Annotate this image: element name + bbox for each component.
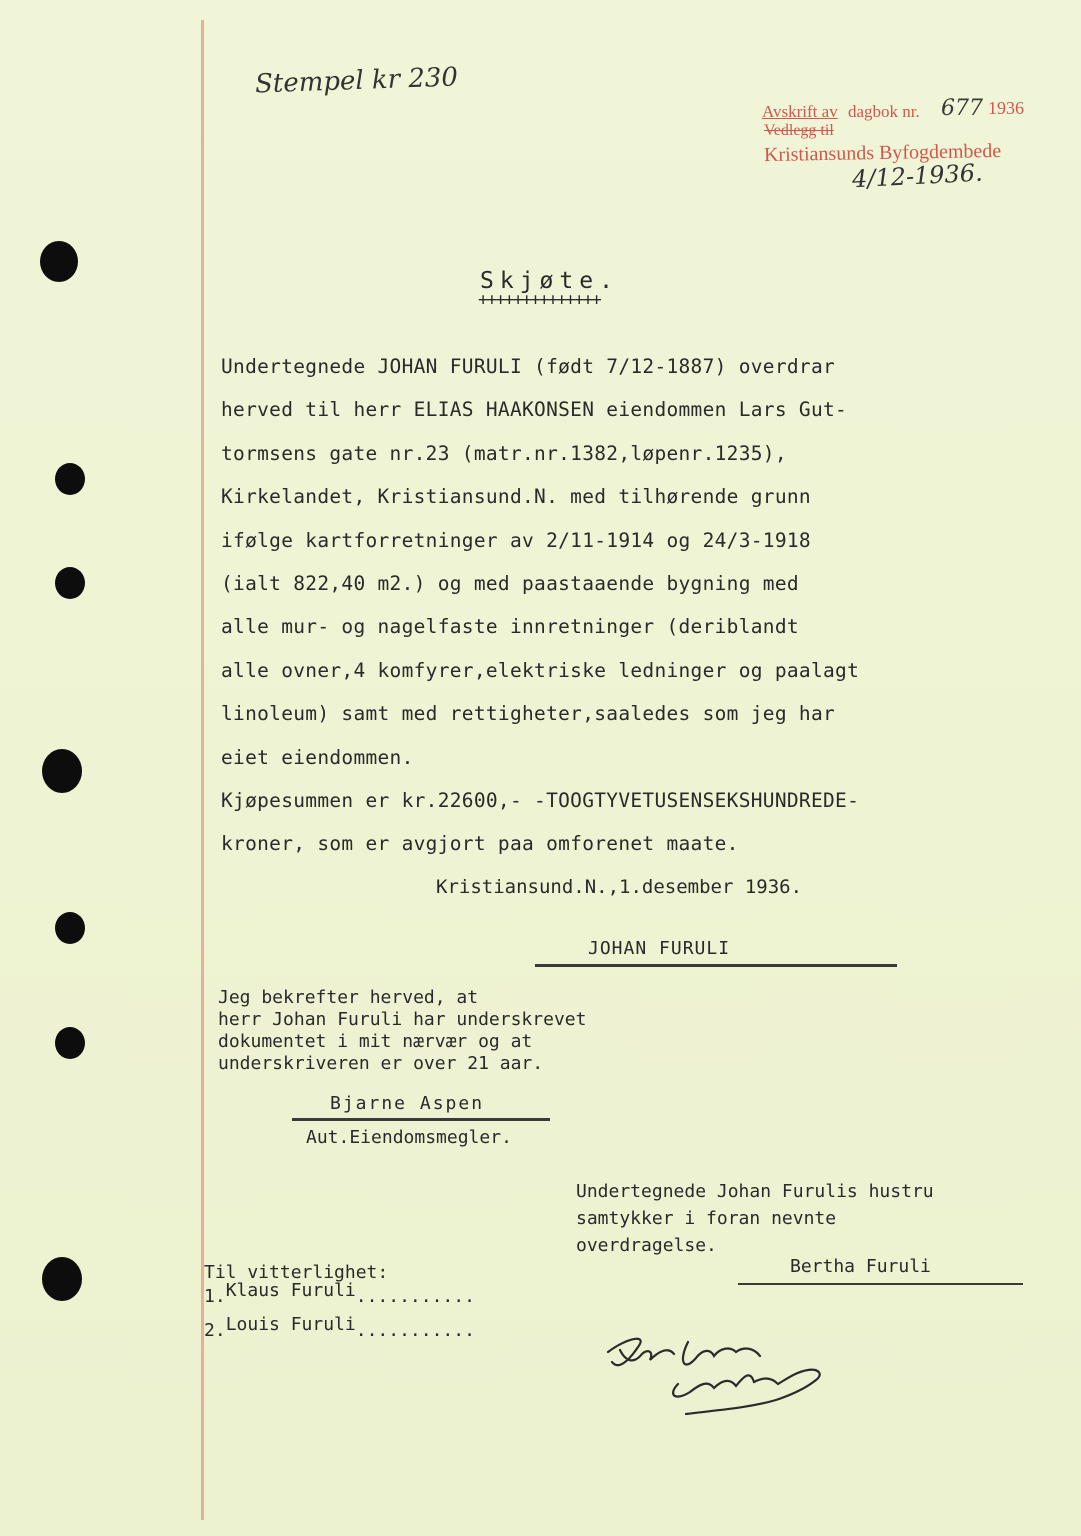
stamp-line-avskrift — [762, 102, 920, 122]
punch-hole — [55, 912, 85, 944]
stamp-mid: dagbok nr. — [847, 102, 920, 121]
punch-hole — [42, 749, 82, 793]
body-line: herved til herr ELIAS HAAKONSEN eiendommen Lars Gut- — [221, 398, 848, 422]
broker-title: Aut.Eiendomsmegler. — [306, 1127, 512, 1148]
stamp-dagbok-number: 677 — [941, 96, 983, 121]
body-line: Kirkelandet, Kristiansund.N. med tilhørende grunn — [221, 485, 811, 509]
place-date: Kristiansund.N.,1.desember 1936. — [436, 876, 803, 898]
witness-name: Klaus Furuli — [225, 1280, 356, 1301]
body-line: Undertegnede JOHAN FURULI (født 7/12-1887) overdrar — [221, 355, 836, 378]
stamp-year — [988, 98, 1024, 119]
stamp-vedlegg: Vedlegg til — [764, 122, 834, 139]
spouse-consent-line: Undertegnede Johan Furulis hustru — [576, 1181, 934, 1202]
witness-row — [204, 1314, 475, 1341]
body-line: alle ovner,4 komfyrer,elektriske ledninger og paalagt — [221, 658, 860, 682]
body-line: ifølge kartforretninger av 2/11-1914 og 24/3-1918 — [221, 528, 811, 552]
stamp-office: Kristiansunds Byfogdembede — [763, 139, 1002, 167]
spouse-signature-line — [738, 1283, 1023, 1285]
stamp-prefix: Avskrift av — [762, 102, 838, 121]
seller-signature: JOHAN FURULI — [588, 938, 731, 959]
broker-name: Bjarne Aspen — [330, 1093, 485, 1114]
witness-heading: Til vitterlighet: — [204, 1262, 389, 1283]
witness-dots: ........... — [355, 1286, 475, 1307]
punch-hole — [40, 241, 78, 282]
body-line: (ialt 822,40 m2.) og med paastaaende bygning med — [221, 571, 799, 595]
confirmation-line: underskriveren er over 21 aar. — [218, 1053, 544, 1074]
body-line: alle mur- og nagelfaste innretninger (deriblandt — [221, 615, 799, 639]
body-line: eiet eiendommen. — [221, 745, 414, 769]
deed-body — [221, 352, 921, 873]
confirmation-line: Jeg bekrefter herved, at — [218, 987, 479, 1008]
handwritten-note: Stempel kr 230 — [254, 62, 459, 100]
title-underline: ++++++++++++++ — [478, 290, 601, 310]
witness-row — [204, 1280, 475, 1307]
punch-hole — [55, 463, 85, 495]
confirmation-line: herr Johan Furuli har underskrevet — [218, 1009, 587, 1030]
punch-hole — [55, 1027, 85, 1059]
body-line: linoleum) samt med rettigheter,saaledes som jeg har — [221, 702, 836, 726]
spouse-consent-line: overdragelse. — [576, 1235, 717, 1256]
stamp-date: 4/12-1936. — [851, 158, 984, 194]
witness-name: Louis Furuli — [225, 1314, 356, 1335]
body-line: Kjøpesummen er kr.22600,- -TOOGTYVETUSENSEKSHUNDREDE- — [221, 788, 860, 812]
confirmation-line: dokumentet i mit nærvær og at — [218, 1031, 533, 1052]
body-line: kroner, som er avgjort paa omforenet maate. — [221, 832, 739, 856]
punch-hole — [42, 1257, 82, 1301]
seller-signature-line — [535, 964, 897, 967]
spouse-signature: Bertha Furuli — [790, 1256, 931, 1277]
witness-dots: ........... — [355, 1320, 475, 1341]
punch-hole — [55, 567, 85, 599]
witness-number: 2. — [204, 1320, 226, 1341]
witness-number: 1. — [204, 1286, 226, 1307]
broker-signature-line — [292, 1118, 550, 1121]
document-title: Skjøte. — [480, 268, 619, 294]
official-handwritten-signature — [598, 1322, 838, 1417]
stamp-year-text: 1936 — [988, 98, 1024, 118]
spouse-consent-line: samtykker i foran nevnte — [576, 1208, 837, 1229]
body-line: tormsens gate nr.23 (matr.nr.1382,løpenr.1235), — [221, 441, 787, 465]
